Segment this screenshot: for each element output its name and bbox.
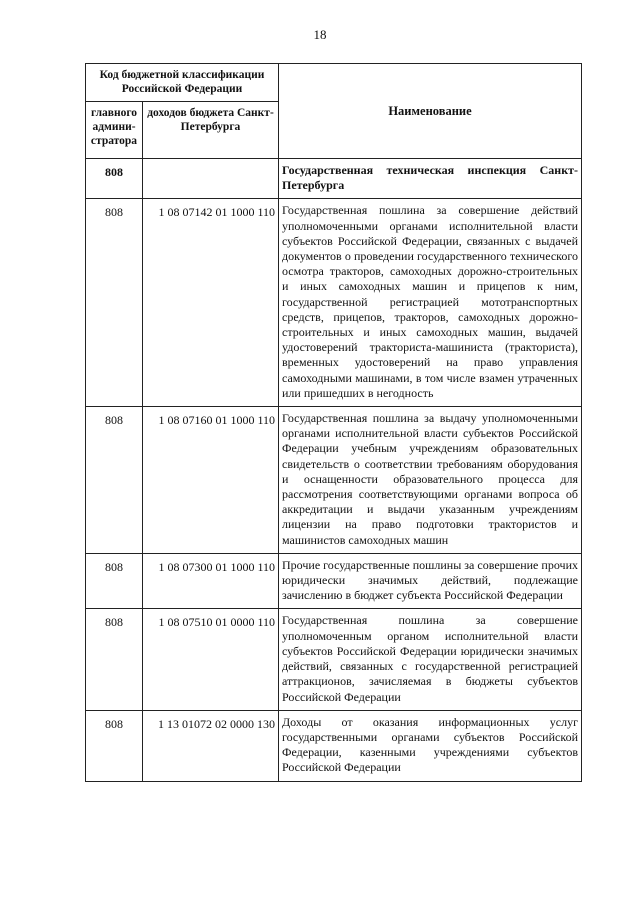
name-cell bbox=[279, 710, 582, 781]
header-name: Наименование bbox=[279, 64, 582, 159]
name-text: Доходы от оказания информационных услуг государственными органами субъектов Российской Федерации, казенными учреждениями субъектов Российской Федерации bbox=[282, 714, 578, 775]
income-code-cell bbox=[143, 159, 279, 199]
income-code-cell: 1 08 07300 01 1000 110 bbox=[143, 553, 279, 609]
name-text: Государственная пошлина за выдачу уполномоченными органами исполнительной власти субъектов Российской Федерации учебным учреждениям образовательных свидетельств о соответствии требованиям оборудования и оснащенности образовательного процесса для рассмотрения соответствующими органами вопроса об аккредитации и выдачи указанным учреждениям лицензии на право подготовки трактористов и машинистов самоходных машин bbox=[282, 411, 578, 547]
name-text: Государственная техническая инспекция Санкт-Петербурга bbox=[282, 163, 578, 193]
income-code-cell: 1 13 01072 02 0000 130 bbox=[143, 710, 279, 781]
admin-code-cell: 808 bbox=[86, 199, 143, 407]
header-code-group: Код бюджетной классификации Российской Федерации bbox=[86, 64, 279, 102]
table-row bbox=[86, 710, 582, 781]
table-row bbox=[86, 407, 582, 554]
income-code-cell: 1 08 07142 01 1000 110 bbox=[143, 199, 279, 407]
table-row bbox=[86, 553, 582, 609]
name-text: Государственная пошлина за совершение действий уполномоченными органами исполнительной власти субъектов Российской Федерации, связанных с выдачей документов о проведении государственного технического осмотра тракторов, самоходных дорожно-строительных и иных самоходных машин и прицепов к ним, государственной регистрацией мототранспортных средств, прицепов, тракторов, самоходных дорожно-строительных и иных самоходных машин, выдачей удостоверений тракториста-машиниста (тракториста), временных удостоверений на право управления самоходными машинами, в том числе взамен утраченных или пришедших в негодность bbox=[282, 203, 578, 400]
admin-code-cell: 808 bbox=[86, 710, 143, 781]
admin-code-cell: 808 bbox=[86, 609, 143, 710]
name-cell bbox=[279, 199, 582, 407]
income-code-cell: 1 08 07160 01 1000 110 bbox=[143, 407, 279, 554]
admin-code-cell: 808 bbox=[86, 407, 143, 554]
table-row bbox=[86, 609, 582, 710]
header-income: доходов бюджета Санкт-Петербурга bbox=[143, 102, 279, 159]
name-cell bbox=[279, 553, 582, 609]
name-text: Государственная пошлина за совершение уполномоченным органом исполнительной власти субъектов Российской Федерации юридически значимых действий, связанных с государственной регистрацией аттракционов, зачисляемая в бюджеты субъектов Российской Федерации bbox=[282, 613, 578, 704]
table-row bbox=[86, 159, 582, 199]
name-cell bbox=[279, 609, 582, 710]
admin-code-cell: 808 bbox=[86, 553, 143, 609]
header-admin: главного админи-стратора bbox=[86, 102, 143, 159]
page-number: 18 bbox=[313, 27, 327, 42]
table-row bbox=[86, 199, 582, 407]
budget-classification-table bbox=[85, 63, 582, 782]
name-cell bbox=[279, 407, 582, 554]
name-cell bbox=[279, 159, 582, 199]
admin-code-cell: 808 bbox=[86, 159, 143, 199]
name-text: Прочие государственные пошлины за совершение прочих юридически значимых действий, подлежащие зачислению в бюджет субъекта Российской Федерации bbox=[282, 557, 578, 603]
income-code-cell: 1 08 07510 01 0000 110 bbox=[143, 609, 279, 710]
